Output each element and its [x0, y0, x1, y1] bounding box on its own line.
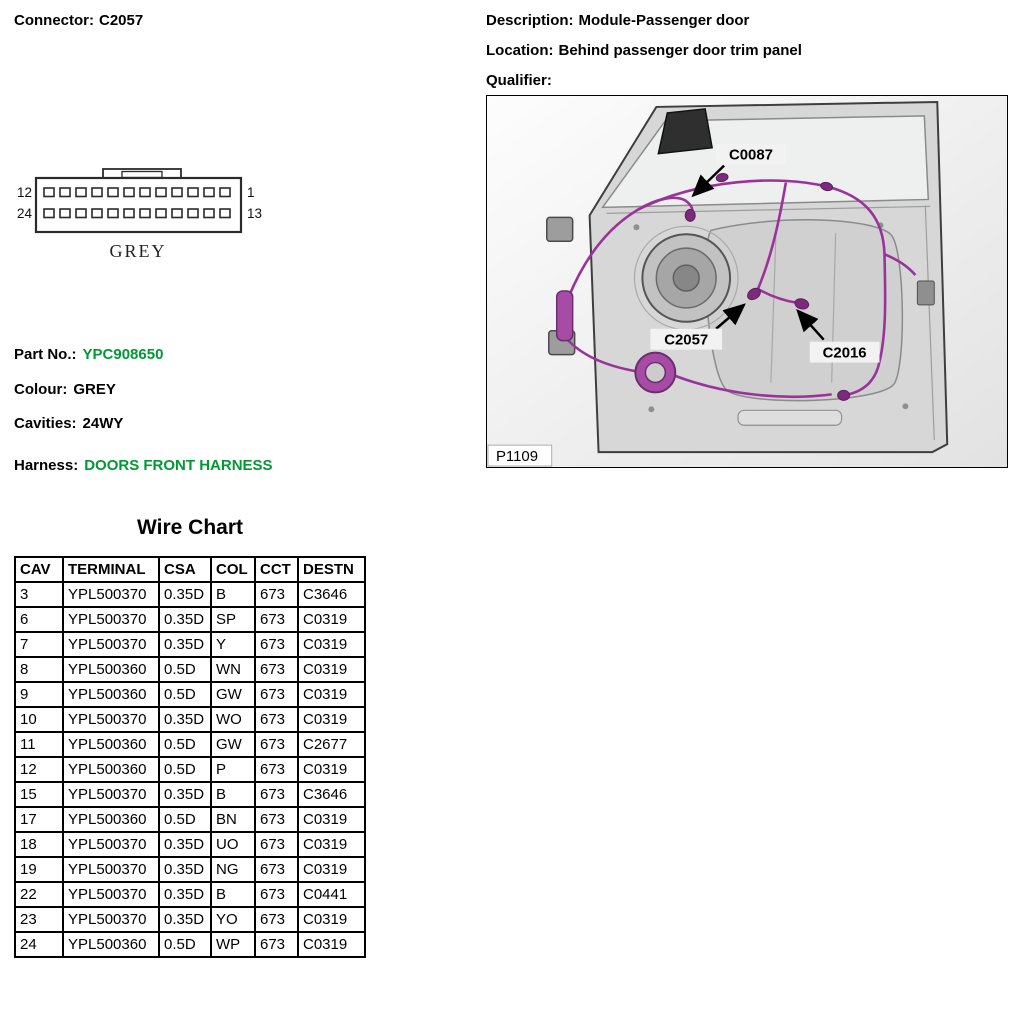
- wire-chart-cell: 673: [255, 632, 298, 657]
- wire-chart-cell: 7: [15, 632, 63, 657]
- wire-chart-cell: 0.35D: [159, 832, 211, 857]
- pin-label-bottom-left: 24: [16, 206, 32, 221]
- connector-body: [36, 178, 241, 232]
- wire-chart-cell: 0.5D: [159, 732, 211, 757]
- wire-chart-cell: C0319: [298, 757, 365, 782]
- wire-chart-cell: 11: [15, 732, 63, 757]
- wire-chart-cell: C0319: [298, 907, 365, 932]
- wire-chart-cell: C0319: [298, 807, 365, 832]
- wire-chart-cell: 673: [255, 732, 298, 757]
- wire-chart-column-header: CAV: [15, 557, 63, 582]
- wire-chart-cell: YPL500370: [63, 907, 159, 932]
- grommet: [635, 353, 675, 393]
- wire-chart-cell: YPL500370: [63, 782, 159, 807]
- callout-c2016-label: C2016: [822, 344, 867, 362]
- wire-chart-cell: 673: [255, 757, 298, 782]
- callout-c0087-label: C0087: [728, 146, 773, 164]
- colour-label: Colour:: [14, 381, 68, 398]
- description-line: [486, 12, 802, 29]
- wire-chart-cell: 0.35D: [159, 857, 211, 882]
- wire-chart-title: Wire Chart: [137, 516, 243, 539]
- location-line: [486, 42, 802, 59]
- pin-label-top-right: 1: [247, 185, 255, 200]
- wire-chart-cell: C0319: [298, 657, 365, 682]
- wire-chart-body: [15, 582, 365, 957]
- wire-chart-cell: YPL500360: [63, 657, 159, 682]
- wire-chart-cell: 0.35D: [159, 907, 211, 932]
- wire-chart-cell: 0.5D: [159, 657, 211, 682]
- wire-chart-cell: 673: [255, 782, 298, 807]
- wire-chart-cell: 18: [15, 832, 63, 857]
- description-label: Description:: [486, 12, 574, 29]
- wire-chart-table: [14, 556, 366, 958]
- connector-pin: [92, 209, 102, 218]
- wire-chart-row: [15, 582, 365, 607]
- wire-chart-cell: 0.35D: [159, 782, 211, 807]
- connector-pin: [44, 188, 54, 197]
- wire-chart-cell: B: [211, 882, 255, 907]
- connector-pin: [172, 188, 182, 197]
- wire-chart-cell: YPL500360: [63, 732, 159, 757]
- wire-chart-cell: 673: [255, 857, 298, 882]
- connector-pinout-figure: [6, 166, 271, 269]
- wire-chart-cell: YPL500370: [63, 707, 159, 732]
- wire-chart-cell: 23: [15, 907, 63, 932]
- wire-chart-cell: 12: [15, 757, 63, 782]
- callout-c2057-label: C2057: [664, 331, 709, 349]
- connector-colour-caption: GREY: [109, 241, 167, 261]
- wire-chart-cell: 673: [255, 932, 298, 957]
- figure-id-badge: [488, 445, 552, 466]
- wire-chart-cell: YPL500370: [63, 832, 159, 857]
- wire-chart-cell: 673: [255, 682, 298, 707]
- wire-chart-cell: 0.35D: [159, 707, 211, 732]
- wire-chart-cell: 673: [255, 707, 298, 732]
- wire-chart-cell: 0.5D: [159, 807, 211, 832]
- wire-chart-row: [15, 757, 365, 782]
- wire-chart-cell: 19: [15, 857, 63, 882]
- connector-pin: [76, 209, 86, 218]
- connector-pin: [140, 209, 150, 218]
- wire-chart-cell: 0.35D: [159, 582, 211, 607]
- part-no-label: Part No.:: [14, 346, 77, 363]
- connector-pin: [172, 209, 182, 218]
- wire-chart-cell: YPL500370: [63, 882, 159, 907]
- wire-chart-cell: 673: [255, 607, 298, 632]
- wire-chart-cell: 673: [255, 832, 298, 857]
- qualifier-label: Qualifier:: [486, 72, 552, 89]
- wire-chart-header-row: [15, 557, 365, 582]
- wire-chart-row: [15, 857, 365, 882]
- wire-chart-column-header: CCT: [255, 557, 298, 582]
- wire-chart-cell: C0319: [298, 857, 365, 882]
- wire-chart-cell: NG: [211, 857, 255, 882]
- connector-drawing: [6, 166, 271, 264]
- connector-pin: [60, 209, 70, 218]
- wire-chart-row: [15, 932, 365, 957]
- wire-chart-cell: YPL500360: [63, 932, 159, 957]
- wire-chart-cell: 6: [15, 607, 63, 632]
- wiring-boot: [557, 291, 573, 341]
- wire-chart-cell: YPL500360: [63, 757, 159, 782]
- wire-chart-cell: YPL500370: [63, 857, 159, 882]
- door-pocket: [738, 410, 842, 425]
- wire-chart-cell: 9: [15, 682, 63, 707]
- connector-title-label: Connector:: [14, 12, 94, 29]
- wire-chart-cell: C0319: [298, 607, 365, 632]
- wire-chart-cell: 0.5D: [159, 932, 211, 957]
- wire-chart-cell: 673: [255, 657, 298, 682]
- wire-chart-cell: 10: [15, 707, 63, 732]
- wire-chart-cell: YPL500370: [63, 632, 159, 657]
- harness-label: Harness:: [14, 457, 79, 474]
- wire-chart-row: [15, 632, 365, 657]
- wire-chart-column-header: CSA: [159, 557, 211, 582]
- connector-pin: [108, 209, 118, 218]
- pin-label-bottom-right: 13: [247, 206, 263, 221]
- cavities-line: [14, 415, 123, 432]
- wire-chart-cell: 673: [255, 882, 298, 907]
- wire-chart-row: [15, 907, 365, 932]
- wire-chart-cell: BN: [211, 807, 255, 832]
- connector-meta-header: [486, 12, 802, 102]
- connector-pin: [92, 188, 102, 197]
- wire-chart-cell: 673: [255, 582, 298, 607]
- connector-pin: [220, 209, 230, 218]
- wire-chart-cell: YPL500360: [63, 682, 159, 707]
- wire-chart-cell: C2677: [298, 732, 365, 757]
- wire-chart-cell: 673: [255, 807, 298, 832]
- connector-pin: [60, 188, 70, 197]
- part-no-value[interactable]: YPC908650: [82, 346, 164, 363]
- wire-chart-cell: 15: [15, 782, 63, 807]
- connector-pin: [124, 209, 134, 218]
- harness-value[interactable]: DOORS FRONT HARNESS: [84, 457, 273, 474]
- wire-chart-cell: UO: [211, 832, 255, 857]
- wire-chart-cell: 0.35D: [159, 632, 211, 657]
- wire-chart-column-header: COL: [211, 557, 255, 582]
- part-no-line: [14, 346, 163, 363]
- connector-pin: [188, 188, 198, 197]
- wire-chart-cell: YPL500370: [63, 607, 159, 632]
- wire-chart-cell: WN: [211, 657, 255, 682]
- wire-chart-cell: C0319: [298, 682, 365, 707]
- pin-label-top-left: 12: [16, 185, 32, 200]
- wire-chart-cell: 3: [15, 582, 63, 607]
- wire-chart-cell: SP: [211, 607, 255, 632]
- figure-id-label: P1109: [495, 448, 539, 466]
- wire-chart-cell: 24: [15, 932, 63, 957]
- wire-chart-cell: GW: [211, 682, 255, 707]
- connector-pin: [204, 209, 214, 218]
- colour-value: GREY: [73, 381, 116, 398]
- connector-pin: [188, 209, 198, 218]
- wire-chart-cell: P: [211, 757, 255, 782]
- wire-chart-row: [15, 882, 365, 907]
- connector-pin: [76, 188, 86, 197]
- wire-chart-cell: YPL500370: [63, 582, 159, 607]
- wire-chart-cell: C3646: [298, 582, 365, 607]
- wire-chart-row: [15, 682, 365, 707]
- wire-chart-row: [15, 607, 365, 632]
- wire-chart-cell: B: [211, 782, 255, 807]
- door-illustration-svg: [487, 96, 1007, 467]
- connector-lock-tab-inner: [122, 172, 162, 178]
- connector-title: [14, 12, 143, 29]
- connector-pin: [220, 188, 230, 197]
- colour-line: [14, 381, 116, 398]
- wire-chart-cell: 673: [255, 907, 298, 932]
- wire-chart-cell: Y: [211, 632, 255, 657]
- wire-chart-cell: C0319: [298, 932, 365, 957]
- cavities-label: Cavities:: [14, 415, 77, 432]
- cavities-value: 24WY: [82, 415, 124, 432]
- wire-chart-row: [15, 707, 365, 732]
- wire-chart-cell: C3646: [298, 782, 365, 807]
- wire-chart-cell: GW: [211, 732, 255, 757]
- wire-chart-row: [15, 732, 365, 757]
- wire-chart-cell: B: [211, 582, 255, 607]
- wire-chart-cell: 17: [15, 807, 63, 832]
- wire-chart-cell: 8: [15, 657, 63, 682]
- wire-chart-cell: 0.5D: [159, 757, 211, 782]
- connector-pin: [108, 188, 118, 197]
- wire-chart-cell: WO: [211, 707, 255, 732]
- wire-chart-row: [15, 807, 365, 832]
- connector-pin: [124, 188, 134, 197]
- wire-chart-cell: C0319: [298, 707, 365, 732]
- wire-chart-cell: C0319: [298, 832, 365, 857]
- connector-pin: [140, 188, 150, 197]
- wire-chart-cell: 0.35D: [159, 607, 211, 632]
- wire-chart-cell: 22: [15, 882, 63, 907]
- wire-chart-cell: C0319: [298, 632, 365, 657]
- connector-pin: [156, 188, 166, 197]
- wire-chart-row: [15, 832, 365, 857]
- wire-chart-column-header: TERMINAL: [63, 557, 159, 582]
- wire-chart-cell: 0.5D: [159, 682, 211, 707]
- wire-chart-cell: YO: [211, 907, 255, 932]
- wire-chart-cell: YPL500360: [63, 807, 159, 832]
- door-location-illustration: [486, 95, 1008, 468]
- location-label: Location:: [486, 42, 554, 59]
- speaker-icon: [634, 226, 738, 329]
- wire-chart-cell: C0441: [298, 882, 365, 907]
- wire-chart-cell: WP: [211, 932, 255, 957]
- tweeter-icon: [658, 109, 712, 154]
- wire-chart-row: [15, 782, 365, 807]
- description-value: Module-Passenger door: [578, 12, 750, 29]
- wire-chart-column-header: DESTN: [298, 557, 365, 582]
- wire-chart-cell: 0.35D: [159, 882, 211, 907]
- connector-pin: [204, 188, 214, 197]
- location-value: Behind passenger door trim panel: [558, 42, 802, 59]
- qualifier-line: [486, 72, 802, 89]
- connector-pin: [156, 209, 166, 218]
- door-hinge-upper: [547, 217, 573, 241]
- door-latch: [917, 281, 934, 305]
- connector-pin: [44, 209, 54, 218]
- wire-chart-row: [15, 657, 365, 682]
- connector-title-value: C2057: [99, 12, 144, 29]
- harness-line: [14, 457, 273, 474]
